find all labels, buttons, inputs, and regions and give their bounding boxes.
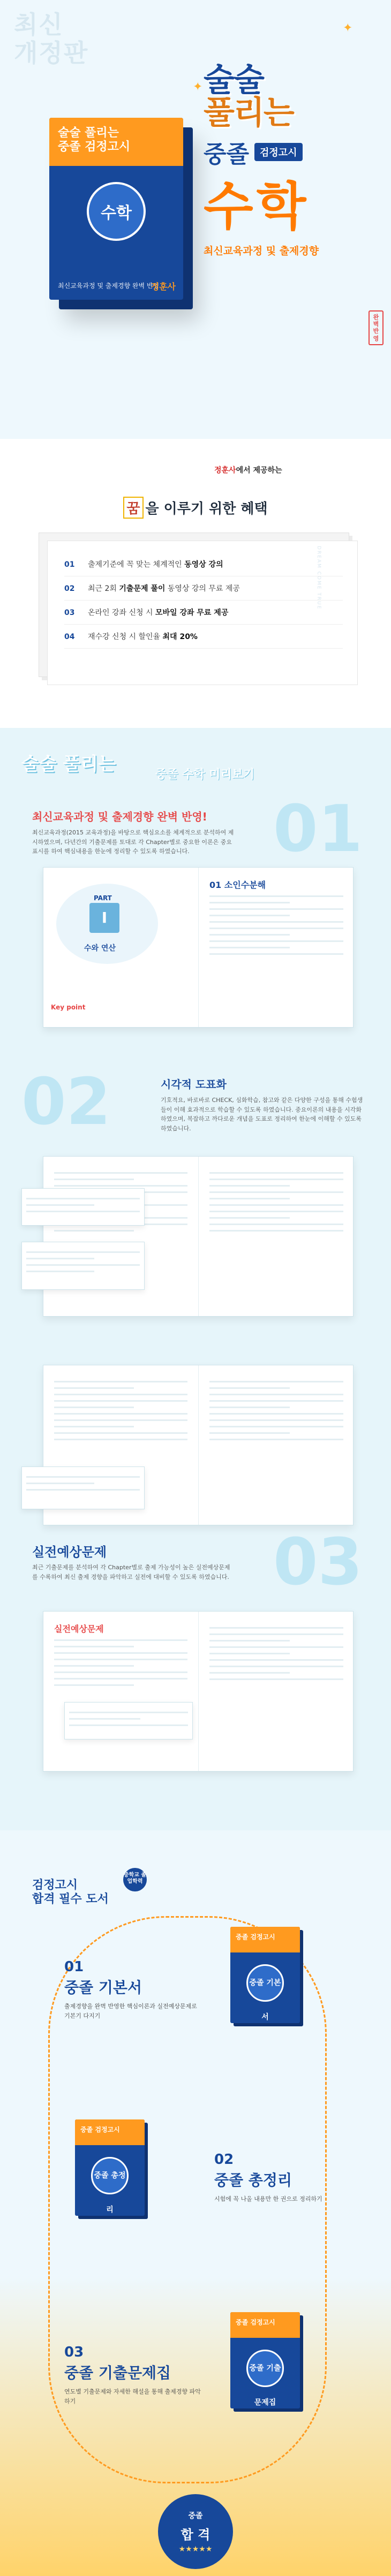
series-title bbox=[204, 64, 375, 130]
benefit-item bbox=[64, 601, 343, 625]
benefit-item bbox=[64, 576, 343, 601]
feature3-number: 03 bbox=[273, 1525, 363, 1600]
feature1-title: 최신교육과정 및 출제경향 완벽 반영! bbox=[32, 810, 207, 823]
book-thumb-label: 중졸 검정고시 bbox=[236, 1933, 275, 1941]
exercise-label: 실전예상문제 bbox=[54, 1624, 104, 1634]
book-thumb-title: 중졸 총정리 bbox=[91, 2157, 129, 2194]
benefit-text: 최근 2회 bbox=[88, 584, 119, 593]
preview-section bbox=[0, 728, 391, 1830]
book-thumb-label: 중졸 검정고시 bbox=[236, 2319, 275, 2326]
sparkle-icon: ✦ bbox=[343, 21, 353, 35]
publisher-name: 정훈사 bbox=[214, 466, 236, 475]
hero-ghost-text bbox=[14, 11, 88, 67]
book-thumb-label: 중졸 검정고시 bbox=[80, 2126, 120, 2133]
benefit-text: 재수강 신청 시 할인율 bbox=[88, 633, 163, 641]
series-line2: 풀리는 bbox=[204, 94, 294, 132]
step-3 bbox=[64, 2344, 204, 2406]
book-title-line1: 술술 풀리는 bbox=[58, 126, 119, 140]
feature2-desc: 기호적요, 바로바로 CHECK, 심화학습, 참고와 같은 다양한 구성을 통해 수험생들이 이해 효과적으로 학습할 수 있도록 하였습니다. 중요이론의 내용을 시각화하였으며, 복잡하고 까다로운 개념을 도표로 정리하여 한눈에 이해할 수 있도록 하였습니다. bbox=[161, 1097, 363, 1132]
benefit-text-post: 동영상 강의 무료 제공 bbox=[165, 584, 240, 593]
book-footer: 최신교육과정 및 출제경향 완벽 반영 bbox=[58, 282, 160, 290]
step-desc: 출제경향을 완벽 반영한 핵심이론과 실전예상문제로 기본기 다지기 bbox=[64, 2003, 197, 2019]
benefit-num: 02 bbox=[64, 584, 75, 593]
benefits-section bbox=[0, 439, 391, 728]
must-line1: 검정고시 bbox=[32, 1879, 78, 1892]
benefit-text: 출제기준에 꼭 맞는 체계적인 bbox=[88, 560, 185, 569]
feature2-title: 시각적 도표화 bbox=[161, 1078, 227, 1091]
publisher-suffix: 에서 제공하는 bbox=[236, 466, 282, 475]
sparkle-icon: ✦ bbox=[193, 80, 203, 94]
spread1-right-page bbox=[199, 868, 354, 1027]
spread4-left-page bbox=[43, 1612, 199, 1771]
key-point-label: Key point bbox=[51, 1004, 86, 1011]
part-label: PART bbox=[94, 894, 112, 902]
grade-title: 중졸 bbox=[204, 141, 250, 169]
publisher-line bbox=[214, 465, 282, 475]
spread4-right-page bbox=[199, 1612, 354, 1771]
benefit-num: 03 bbox=[64, 609, 75, 617]
step-title: 중졸 기본서 bbox=[64, 1979, 142, 1996]
benefit-highlight: 모바일 강좌 무료 제공 bbox=[155, 609, 229, 617]
book-thumb-summary bbox=[75, 2119, 145, 2216]
benefits-title-rest: 을 이루기 위한 혜택 bbox=[145, 501, 268, 517]
callout-card bbox=[64, 1702, 193, 1739]
benefit-highlight: 동영상 강의 bbox=[184, 560, 223, 569]
book-logo: 정훈사 bbox=[151, 282, 176, 292]
benefit-highlight: 기출문제 풀이 bbox=[119, 584, 166, 593]
spread3-right-page bbox=[199, 1365, 354, 1525]
must-have-section bbox=[0, 1830, 391, 2576]
benefit-highlight: 최대 20% bbox=[162, 633, 198, 641]
feature3-desc: 최근 기출문제를 분석하여 각 Chapter별로 출제 가능성이 높은 실전예상문제를 수록하여 최신 출제 경향을 파악하고 실전에 대비할 수 있도록 하였습니다. bbox=[32, 1564, 230, 1580]
book-thumb-past-exam bbox=[230, 2312, 300, 2408]
book-spread-1 bbox=[43, 867, 354, 1028]
feature2-number: 02 bbox=[21, 1065, 111, 1139]
part-emblem bbox=[56, 884, 158, 964]
feature2 bbox=[161, 1076, 364, 1133]
exam-badge: 검정고시 bbox=[254, 143, 303, 161]
step-title: 중졸 총정리 bbox=[214, 2171, 292, 2189]
benefits-title-highlight: 꿈 bbox=[123, 497, 143, 519]
hero-book-cover bbox=[49, 118, 183, 300]
school-badge: 중학교 졸업학력 bbox=[123, 1868, 147, 1891]
benefit-item bbox=[64, 625, 343, 649]
preview-subtitle: 중졸 수학 미리보기 bbox=[155, 768, 255, 781]
benefit-num: 01 bbox=[64, 560, 75, 569]
chapter-label: 01 소인수분해 bbox=[209, 880, 266, 890]
benefit-text: 온라인 강좌 신청 시 bbox=[88, 609, 155, 617]
spread1-left-page bbox=[43, 868, 199, 1027]
step-number: 02 bbox=[214, 2152, 234, 2168]
pass-stars: ★★★★★ bbox=[178, 2545, 213, 2554]
step-number: 03 bbox=[64, 2344, 84, 2360]
benefits-title bbox=[0, 497, 391, 519]
pass-label: 중졸 bbox=[188, 2512, 203, 2520]
callout-card bbox=[21, 1242, 145, 1290]
book-thumb-basic bbox=[230, 1927, 300, 2023]
pass-badge bbox=[158, 2494, 233, 2569]
must-line2: 합격 필수 도서 bbox=[32, 1893, 109, 1906]
book-spread-2 bbox=[43, 1156, 354, 1317]
subject-subline: 최신교육과정 및 출제경향 bbox=[204, 245, 319, 257]
must-title bbox=[32, 1879, 109, 1907]
part-title: 수와 연산 bbox=[84, 944, 116, 953]
feature1-number: 01 bbox=[273, 792, 363, 867]
feature1-desc: 최신교육과정(2015 교육과정)을 바탕으로 핵심요소를 체계적으로 분석하여 제시하였으며, 다년간의 기출문제를 토대로 각 Chapter별로 중요한 이론은 중요표시를 하여 핵심내용을 한눈에 정리할 수 있도록 하였습니다. bbox=[32, 829, 234, 855]
hero-ghost-line1: 최신 bbox=[14, 10, 64, 39]
step-title: 중졸 기출문제집 bbox=[64, 2364, 171, 2382]
hero-ghost-line2: 개정판 bbox=[14, 38, 89, 67]
hero-title-group bbox=[204, 64, 375, 257]
step-2 bbox=[214, 2152, 354, 2204]
step-desc: 시험에 꼭 나올 내용만 한 권으로 정리하기 bbox=[214, 2195, 322, 2202]
spread2-right-page bbox=[199, 1157, 354, 1316]
book-subject: 수학 bbox=[87, 182, 146, 241]
spread2-left-page bbox=[43, 1157, 199, 1316]
hero-section bbox=[0, 0, 391, 439]
subject-title: 수학 bbox=[204, 177, 310, 237]
preview-title: 술술 풀리는 bbox=[21, 754, 116, 775]
benefit-list bbox=[64, 552, 343, 649]
vertical-text: DREAM COME TRUE bbox=[316, 546, 321, 610]
step-1 bbox=[64, 1959, 204, 2020]
feature3-title: 실전예상문제 bbox=[32, 1545, 107, 1560]
book-thumb-title: 중졸 기본서 bbox=[246, 1964, 284, 2002]
part-number: Ⅰ bbox=[89, 903, 119, 933]
book-thumb-title: 중졸 기출문제집 bbox=[246, 2350, 284, 2387]
pass-title: 합 격 bbox=[181, 2527, 210, 2542]
callout-card bbox=[21, 1188, 145, 1226]
feature1 bbox=[32, 808, 236, 856]
step-number: 01 bbox=[64, 1959, 84, 1975]
step-desc: 연도별 기출문제와 자세한 해설을 통해 출제경향 파악하기 bbox=[64, 2388, 201, 2405]
side-tag: 완벽 반영 bbox=[369, 310, 384, 345]
callout-card bbox=[21, 1466, 145, 1509]
book-spread-4 bbox=[43, 1611, 354, 1772]
benefit-item bbox=[64, 552, 343, 576]
book-title-line2: 중졸 검정고시 bbox=[58, 140, 131, 154]
series-line1: 술술 bbox=[204, 62, 264, 99]
benefit-num: 04 bbox=[64, 633, 75, 641]
